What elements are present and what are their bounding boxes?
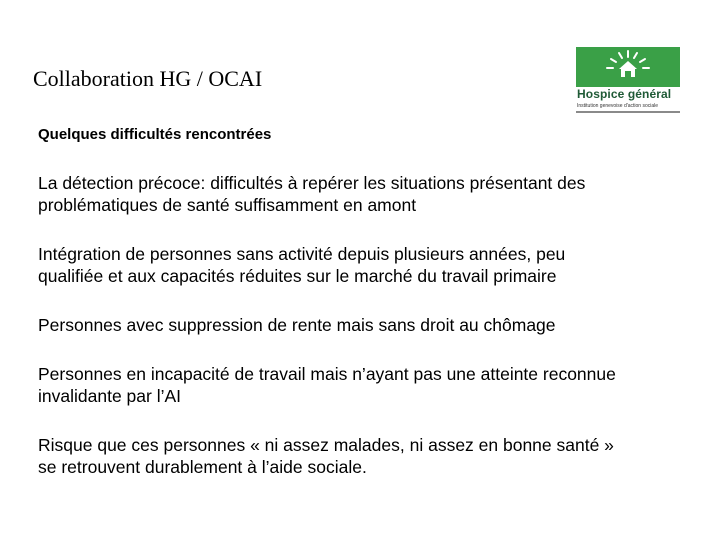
hospice-general-logo [576, 47, 680, 119]
list-item-line: invalidante par l’AI [38, 386, 181, 406]
list-item-line: Intégration de personnes sans activité depuis plusieurs années, peu [38, 244, 566, 264]
logo-name: Hospice général [577, 87, 672, 101]
list-item-line: qualifiée et aux capacités réduites sur le marché du travail primaire [38, 266, 557, 286]
list-item [38, 243, 710, 287]
list-item-line: La détection précoce: difficultés à repérer les situations présentant des [38, 173, 586, 193]
sunrise-house-icon [576, 47, 680, 87]
logo-mark [576, 47, 680, 87]
list-item [38, 314, 710, 336]
logo-tagline: Institution genevoise d'action sociale [577, 103, 659, 109]
list-item-line: Personnes en incapacité de travail mais n’ayant pas une atteinte reconnue [38, 364, 616, 384]
list-item-line: Personnes avec suppression de rente mais sans droit au chômage [38, 315, 556, 335]
list-item [38, 363, 710, 407]
slide-title: Collaboration HG / OCAI [33, 66, 263, 91]
list-item-line: se retrouvent durablement à l’aide sociale. [38, 457, 367, 477]
list-item [38, 434, 710, 478]
list-item [38, 172, 710, 216]
slide-subtitle: Quelques difficultés rencontrées [38, 126, 272, 143]
list-item-line: Risque que ces personnes « ni assez malades, ni assez en bonne santé » [38, 435, 614, 455]
logo-divider [576, 111, 680, 113]
difficulty-list [38, 172, 710, 505]
list-item-line: problématiques de santé suffisamment en amont [38, 195, 417, 215]
